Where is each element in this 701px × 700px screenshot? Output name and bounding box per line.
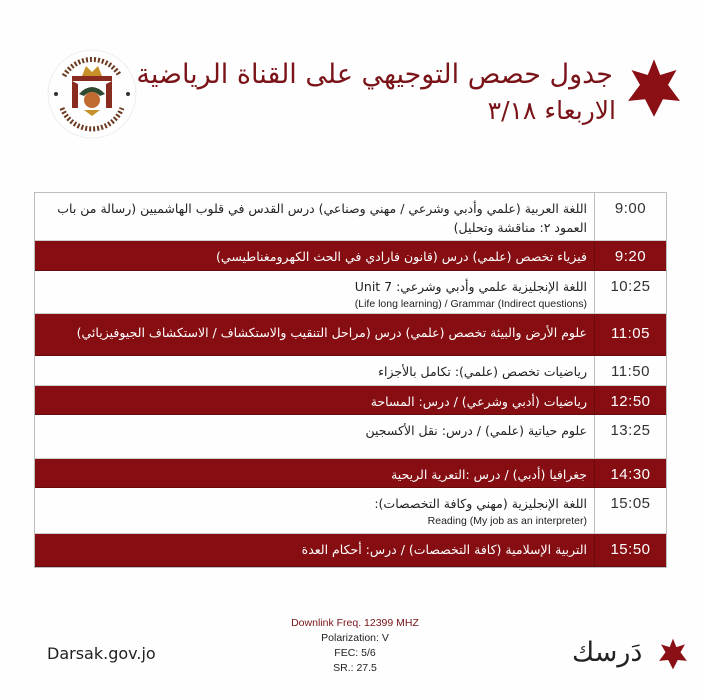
subject-text: علوم حياتية (علمي) / درس: نقل الأكسجين xyxy=(365,423,587,438)
table-row xyxy=(35,415,666,459)
subject-cell xyxy=(35,193,594,240)
table-row xyxy=(35,271,666,314)
table-row xyxy=(35,459,666,488)
subject-english-text: (Life long learning) / Grammar (Indirect questions) xyxy=(354,298,587,310)
subject-text: اللغة الإنجليزية (مهني وكافة التخصصات): xyxy=(374,496,587,511)
time-cell: 14:30 xyxy=(594,459,666,487)
subject-text: اللغة العربية (علمي وأدبي وشرعي / مهني وصناعي) درس القدس في قلوب الهاشميين (رسالة من باب العمود ٢: مناقشة وتحليل) xyxy=(57,201,587,235)
time-cell: 12:50 xyxy=(594,386,666,414)
subject-text: رياضيات (أدبي وشرعي) / درس: المساحة xyxy=(370,394,587,409)
symbol-rate: SR.: 27.5 xyxy=(333,662,377,674)
darsak-brand-logo xyxy=(572,636,692,672)
fec: FEC: 5/6 xyxy=(334,647,376,659)
subject-text: جغرافيا (أدبي) / درس :التعرية الريحية xyxy=(391,467,587,482)
subject-cell xyxy=(35,314,594,355)
subject-cell xyxy=(35,488,594,533)
jordan-star-icon xyxy=(656,638,690,670)
table-row xyxy=(35,488,666,534)
table-row xyxy=(35,356,666,386)
table-row xyxy=(35,386,666,415)
subject-cell xyxy=(35,271,594,313)
jordan-star-icon xyxy=(623,58,685,118)
page-header xyxy=(0,0,701,180)
polarization: Polarization: V xyxy=(321,632,389,644)
table-row xyxy=(35,241,666,271)
schedule-table xyxy=(34,192,667,568)
ministry-emblem-icon xyxy=(44,46,140,142)
page-date: الاربعاء ٣/١٨ xyxy=(487,96,616,125)
brand-name: دَرسك xyxy=(572,637,643,668)
time-cell: 11:50 xyxy=(594,356,666,385)
subject-cell xyxy=(35,386,594,414)
subject-text: رياضيات تخصص (علمي): تكامل بالأجزاء xyxy=(378,364,587,379)
subject-text: علوم الأرض والبيئة تخصص (علمي) درس (مراحل التنقيب والاستكشاف / الاستكشاف الجيوفيزيائي) xyxy=(76,325,587,340)
time-cell: 11:05 xyxy=(594,314,666,355)
subject-english-text: Reading (My job as an interpreter) xyxy=(427,515,587,527)
time-cell: 15:50 xyxy=(594,534,666,566)
time-cell: 10:25 xyxy=(594,271,666,313)
page-title: جدول حصص التوجيهي على القناة الرياضية xyxy=(136,59,613,90)
time-cell: 15:05 xyxy=(594,488,666,533)
subject-cell xyxy=(35,241,594,270)
subject-cell xyxy=(35,415,594,458)
time-cell: 13:25 xyxy=(594,415,666,458)
downlink-frequency: Downlink Freq. 12399 MHZ xyxy=(291,617,419,629)
time-cell: 9:20 xyxy=(594,241,666,270)
subject-cell xyxy=(35,459,594,487)
table-row xyxy=(35,534,666,567)
subject-text: اللغة الإنجليزية علمي وأدبي وشرعي: Unit 7 xyxy=(354,279,587,294)
satellite-info xyxy=(260,616,450,676)
subject-cell xyxy=(35,356,594,385)
time-cell: 9:00 xyxy=(594,193,666,240)
table-row xyxy=(35,314,666,356)
subject-cell xyxy=(35,534,594,566)
website-link[interactable]: Darsak.gov.jo xyxy=(47,644,156,663)
subject-text: التربية الإسلامية (كافة التخصصات) / درس: أحكام العدة xyxy=(301,542,587,557)
subject-text: فيزياء تخصص (علمي) درس (قانون فارادي في الحث الكهرومغناطيسي) xyxy=(216,249,587,264)
table-row xyxy=(35,193,666,241)
